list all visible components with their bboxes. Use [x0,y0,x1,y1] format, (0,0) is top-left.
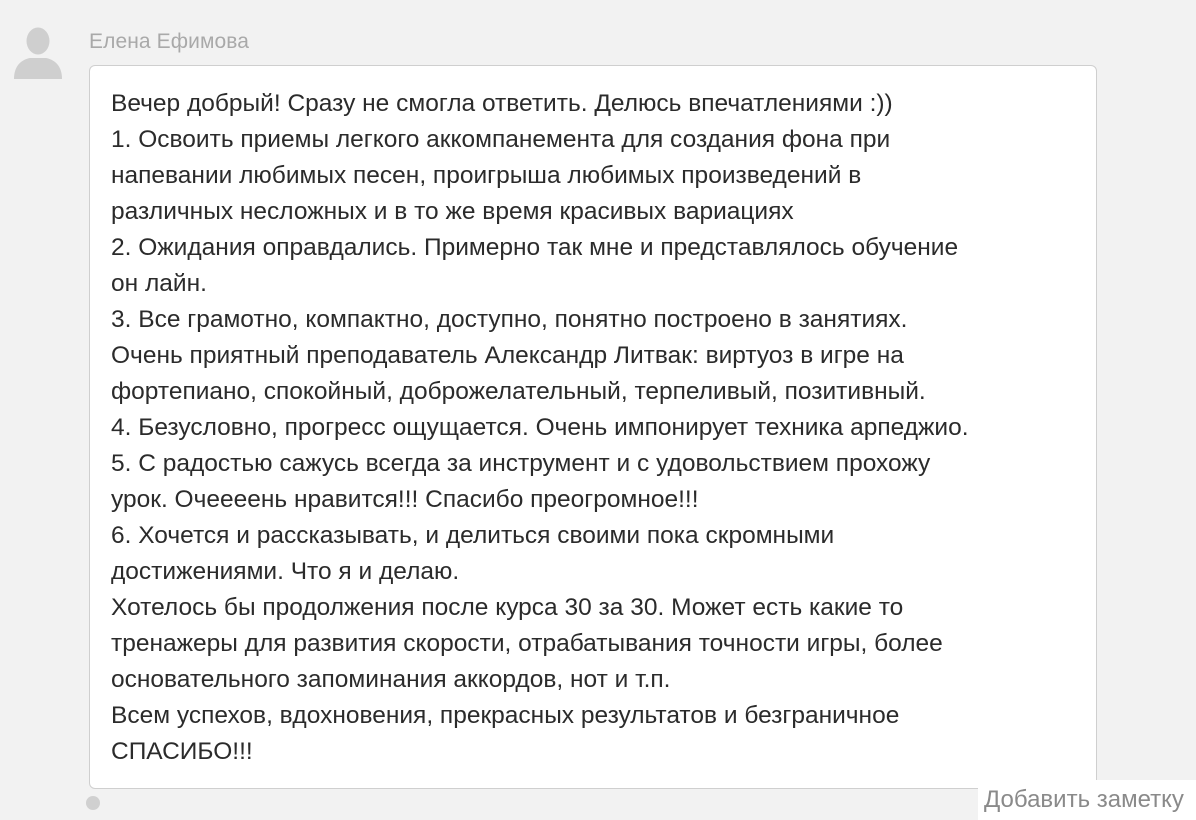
comment-line: Вечер добрый! Сразу не смогла ответить. Делюсь впечатлениями :)) [111,90,893,117]
comment-line: 4. Безусловно, прогресс ощущается. Очень импонирует техника арпеджио. [111,414,969,441]
next-avatar [86,796,100,810]
comment-line: 6. Хочется и рассказывать, и делиться своими пока скромными [111,522,835,549]
comment-bubble [89,65,1097,789]
user-silhouette-icon [11,25,65,79]
comment-text [111,86,1091,770]
comment-line: напевании любимых песен, проигрыша любимых произведений в [111,162,862,189]
add-note-button[interactable]: Добавить заметку [978,780,1196,820]
comment-line: достижениями. Что я и делаю. [111,558,460,585]
comment-line: 5. С радостью сажусь всегда за инструмент и с удовольствием прохожу [111,450,931,477]
comment-line: Хотелось бы продолжения после курса 30 за 30. Может есть какие то [111,594,904,621]
comment-line: основательного запоминания аккордов, нот и т.п. [111,666,671,693]
comment-line: тренажеры для развития скорости, отрабатывания точности игры, более [111,630,943,657]
comment-line: фортепиано, спокойный, доброжелательный, терпеливый, позитивный. [111,378,926,405]
comment-line: Всем успехов, вдохновения, прекрасных результатов и безграничное [111,702,900,729]
comment-line: различных несложных и в то же время красивых вариациях [111,198,794,225]
comment-author[interactable]: Елена Ефимова [89,30,250,53]
comment-line: Очень приятный преподаватель Александр Литвак: виртуоз в игре на [111,342,904,369]
comment-line: 2. Ожидания оправдались. Примерно так мне и представлялось обучение [111,234,959,261]
comment-line: урок. Очеееень нравится!!! Спасибо преогромное!!! [111,486,699,513]
comment-line: 3. Все грамотно, компактно, доступно, понятно построено в занятиях. [111,306,908,333]
comment-line: он лайн. [111,270,207,297]
avatar [11,25,65,79]
comment-line: 1. Освоить приемы легкого аккомпанемента для создания фона при [111,126,891,153]
comment-line: СПАСИБО!!! [111,738,253,765]
